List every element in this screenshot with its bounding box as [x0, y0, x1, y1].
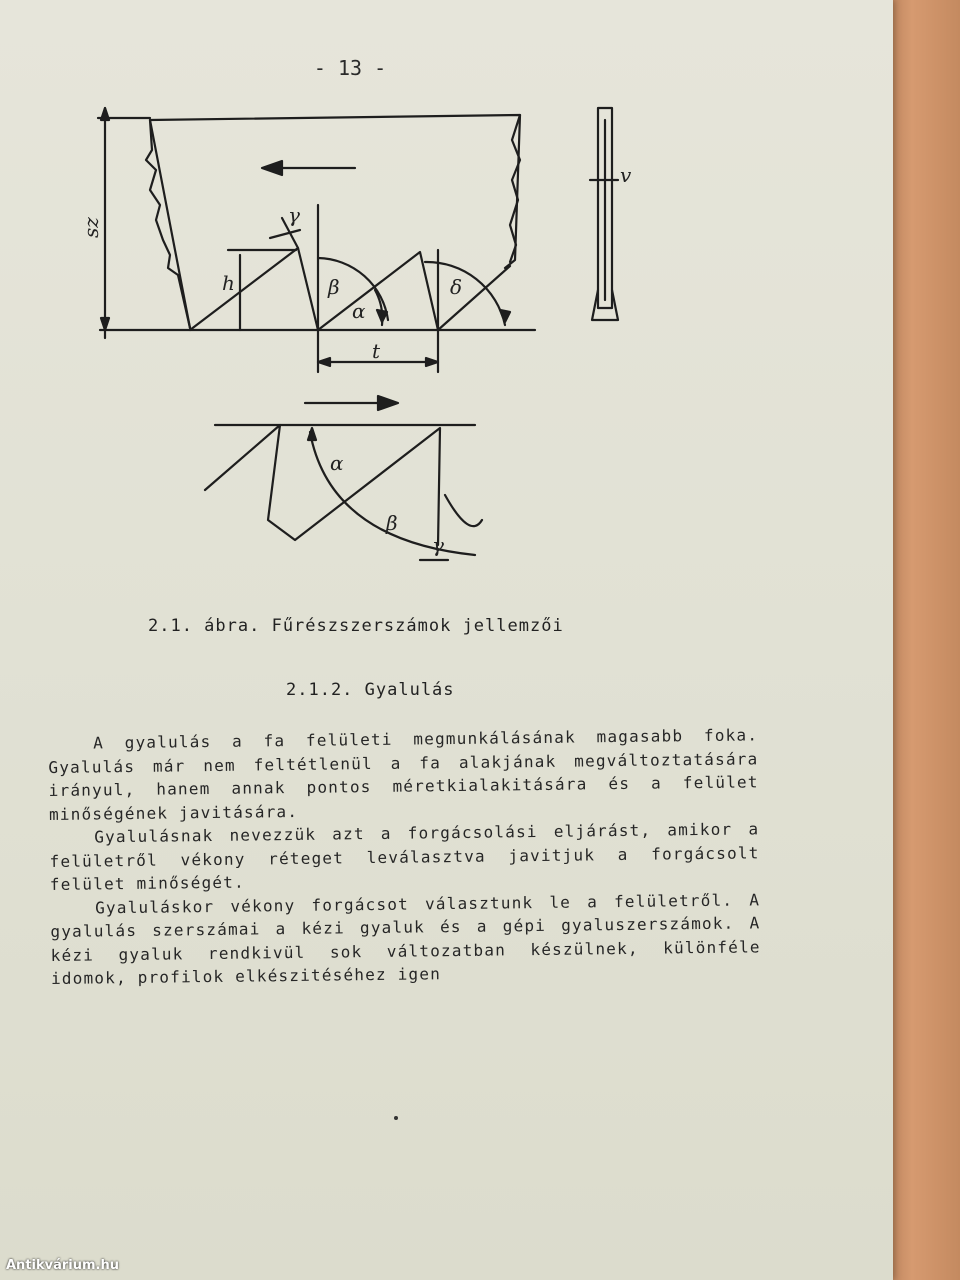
- label-v: v: [620, 163, 632, 187]
- body-text: [48, 723, 761, 990]
- page-number: - 13 -: [313, 56, 387, 80]
- label-sz: sz: [79, 217, 103, 238]
- saw-tool-diagram: [0, 0, 960, 600]
- label-beta-bottom: β: [386, 511, 398, 535]
- figure-caption: 2.1. ábra. Fűrészszerszámok jellemzői: [148, 616, 564, 636]
- label-gamma-bottom: γ: [432, 533, 444, 557]
- break-line-left: [146, 120, 190, 328]
- cutting-teeth: [205, 425, 440, 545]
- watermark: Antikvárium.hu: [6, 1258, 119, 1273]
- label-t: t: [372, 339, 381, 363]
- section-title: 2.1.2. Gyalulás: [286, 680, 455, 700]
- label-h: h: [222, 271, 235, 295]
- label-gamma-top: γ: [288, 203, 300, 227]
- paragraph: Gyalulásnak nevezzük azt a forgácsolási eljárást, amikor a felületről vékony réteget leválasztva javitjuk a forgácsolt felület minőségét.: [49, 819, 760, 894]
- label-alpha-top: α: [352, 299, 366, 323]
- paragraph: Gyaluláskor vékony forgácsot választunk le a felületről. A gyalulás szerszámai a kézi gyaluk és a gépi gyaluszerszámok. A kézi gyaluk rendkivül sok változatban készülnek, különféle idomok, profilok elkészitéséhez igen: [50, 889, 761, 988]
- paragraph: A gyalulás a fa felületi megmunkálásának magasabb foka. Gyalulás már nem feltétlenül a fa alakjának megváltoztatására irányul, hanem annak pontos méretkialakitására és a felület minőségének javitására.: [48, 725, 759, 824]
- ink-speck: [394, 1116, 398, 1120]
- label-delta: δ: [450, 275, 463, 299]
- label-alpha-bottom: α: [330, 451, 344, 475]
- label-beta-top: β: [328, 275, 340, 299]
